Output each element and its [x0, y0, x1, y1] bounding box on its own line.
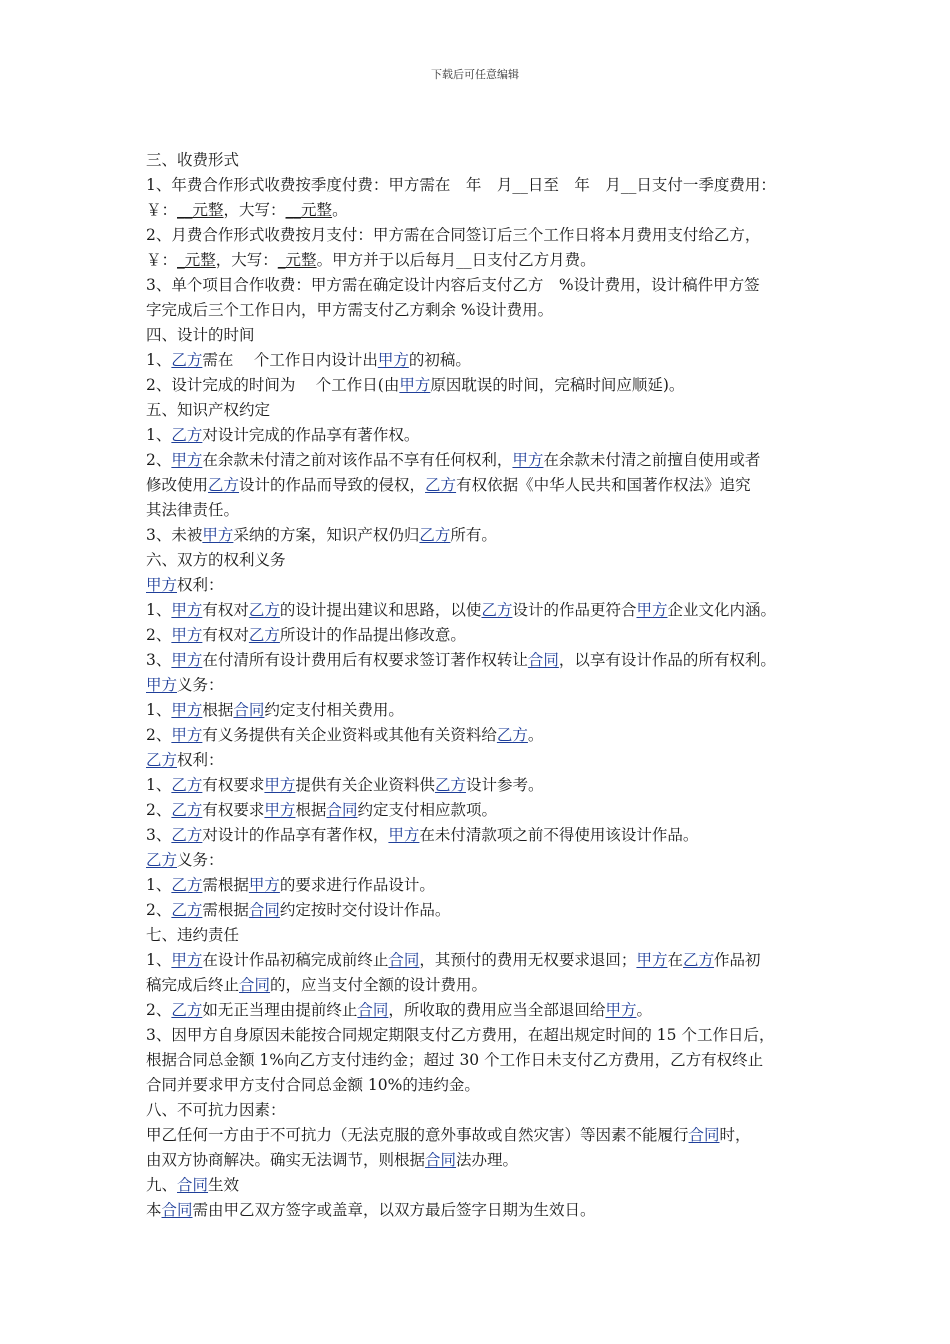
- clause-line: 稿完成后终止合同的，应当支付全额的设计费用。: [146, 976, 488, 994]
- clause-line: ￥：_元整，大写：_元整。甲方并于以后每月__日支付乙方月费。: [146, 251, 596, 269]
- term-link[interactable]: 乙方: [171, 876, 203, 894]
- clause-line: 2、设计完成的时间为 个工作日(由甲方原因耽误的时间，完稿时间应顺延)。: [146, 376, 685, 394]
- section-title: 八、不可抗力因素：: [146, 1101, 286, 1119]
- term-link[interactable]: 甲方: [171, 726, 203, 744]
- clause-line: 2、甲方在余款未付清之前对该作品不享有任何权利，甲方在余款未付清之前擅自使用或者: [146, 451, 761, 469]
- term-link[interactable]: 甲方: [248, 876, 280, 894]
- term-link[interactable]: 甲方: [377, 351, 409, 369]
- clause-line: 合同并要求甲方支付合同总金额 10%的违约金。: [146, 1076, 480, 1094]
- term-link[interactable]: 甲方: [399, 376, 431, 394]
- clause-line: 字完成后三个工作日内，甲方需支付乙方剩余 %设计费用。: [146, 301, 554, 319]
- term-link[interactable]: 乙方: [425, 476, 457, 494]
- clause-line: 甲方义务：: [146, 676, 224, 694]
- clause-line: 本合同需由甲乙双方签字或盖章，以双方最后签字日期为生效日。: [146, 1201, 596, 1219]
- fill-blank: __元整: [177, 201, 224, 219]
- term-link[interactable]: 合同: [248, 901, 280, 919]
- clause-line: 甲方权利：: [146, 576, 224, 594]
- term-link[interactable]: 甲方: [146, 676, 178, 694]
- term-link[interactable]: 甲方: [636, 601, 668, 619]
- clause-line: 1、年费合作形式收费按季度付费：甲方需在 年 月__日至 年 月__日支付一季度费用：: [146, 176, 776, 194]
- term-link[interactable]: 乙方: [434, 776, 466, 794]
- term-link[interactable]: 甲方: [171, 601, 203, 619]
- clause-line: 3、因甲方自身原因未能按合同规定期限支付乙方费用，在超出规定时间的 15 个工作日后，: [146, 1026, 775, 1044]
- term-link[interactable]: 甲方: [264, 801, 296, 819]
- clause-line: 2、乙方有权要求甲方根据合同约定支付相应款项。: [146, 801, 497, 819]
- clause-line: 2、甲方有义务提供有关企业资料或其他有关资料给乙方。: [146, 726, 544, 744]
- term-link[interactable]: 乙方: [419, 526, 451, 544]
- section-title: 七、违约责任: [146, 926, 240, 944]
- term-link[interactable]: 乙方: [171, 351, 203, 369]
- term-link[interactable]: 乙方: [496, 726, 528, 744]
- term-link[interactable]: 甲方: [636, 951, 668, 969]
- term-link[interactable]: 合同: [425, 1151, 457, 1169]
- term-link[interactable]: 甲方: [605, 1001, 637, 1019]
- clause-line: 修改使用乙方设计的作品而导致的侵权，乙方有权依据《中华人民共和国著作权法》追究: [146, 476, 751, 494]
- clause-line: 3、甲方在付清所有设计费用后有权要求签订著作权转让合同，以享有设计作品的所有权利。: [146, 651, 776, 669]
- clause-line: 1、甲方根据合同约定支付相关费用。: [146, 701, 404, 719]
- term-link[interactable]: 乙方: [682, 951, 714, 969]
- term-link[interactable]: 乙方: [171, 901, 203, 919]
- term-link[interactable]: 乙方: [171, 826, 203, 844]
- clause-line: 其法律责任。: [146, 501, 240, 519]
- clause-line: 1、甲方有权对乙方的设计提出建议和思路，以使乙方设计的作品更符合甲方企业文化内涵。: [146, 601, 776, 619]
- contract-body: [146, 148, 826, 1223]
- section-title: 四、设计的时间: [146, 326, 255, 344]
- term-link[interactable]: 合同: [326, 801, 358, 819]
- term-link[interactable]: 合同: [527, 651, 559, 669]
- term-link[interactable]: 合同: [239, 976, 271, 994]
- clause-line: 2、月费合作形式收费按月支付：甲方需在合同签订后三个工作日将本月费用支付给乙方，: [146, 226, 761, 244]
- section-title: 三、收费形式: [146, 151, 240, 169]
- term-link[interactable]: 合同: [357, 1001, 389, 1019]
- fill-blank: _元整: [277, 251, 317, 269]
- term-link[interactable]: 甲方: [171, 951, 203, 969]
- clause-line: 3、乙方对设计的作品享有著作权，甲方在未付清款项之前不得使用该设计作品。: [146, 826, 699, 844]
- clause-line: 1、乙方需在 个工作日内设计出甲方的初稿。: [146, 351, 471, 369]
- clause-line: 1、甲方在设计作品初稿完成前终止合同，其预付的费用无权要求退回；甲方在乙方作品初: [146, 951, 761, 969]
- clause-line: 甲乙任何一方由于不可抗力（无法克服的意外事故或自然灾害）等因素不能履行合同时，: [146, 1126, 751, 1144]
- section-title: 六、双方的权利义务: [146, 551, 286, 569]
- term-link[interactable]: 甲方: [388, 826, 420, 844]
- fill-blank: __元整: [285, 201, 333, 219]
- term-link[interactable]: 合同: [233, 701, 265, 719]
- term-link[interactable]: 甲方: [171, 651, 203, 669]
- term-link[interactable]: 乙方: [248, 601, 280, 619]
- term-link[interactable]: 乙方: [171, 801, 203, 819]
- section-title: 五、知识产权约定: [146, 401, 271, 419]
- term-link[interactable]: 乙方: [171, 1001, 203, 1019]
- term-link[interactable]: 甲方: [171, 451, 203, 469]
- clause-line: 3、单个项目合作收费：甲方需在确定设计内容后支付乙方 %设计费用，设计稿件甲方签: [146, 276, 760, 294]
- clause-line: 1、乙方对设计完成的作品享有著作权。: [146, 426, 420, 444]
- term-link[interactable]: 乙方: [481, 601, 513, 619]
- term-link[interactable]: 甲方: [171, 626, 203, 644]
- clause-line: 由双方协商解决。确实无法调节，则根据合同法办理。: [146, 1151, 519, 1169]
- clause-line: 3、未被甲方采纳的方案，知识产权仍归乙方所有。: [146, 526, 497, 544]
- section-title: 九、合同生效: [146, 1176, 240, 1194]
- term-link[interactable]: 乙方: [208, 476, 240, 494]
- term-link[interactable]: 甲方: [202, 526, 234, 544]
- term-link[interactable]: 甲方: [171, 701, 203, 719]
- term-link[interactable]: 乙方: [171, 776, 203, 794]
- clause-line: 2、甲方有权对乙方所设计的作品提出修改意。: [146, 626, 466, 644]
- term-link[interactable]: 乙方: [146, 751, 178, 769]
- fill-blank: _元整: [177, 251, 216, 269]
- clause-line: 2、乙方如无正当理由提前终止合同，所收取的费用应当全部退回给甲方。: [146, 1001, 652, 1019]
- term-link[interactable]: 合同: [688, 1126, 720, 1144]
- term-link[interactable]: 乙方: [171, 426, 203, 444]
- term-link[interactable]: 合同: [388, 951, 420, 969]
- clause-line: 乙方义务：: [146, 851, 224, 869]
- page-header: 下载后可任意编辑: [431, 68, 519, 81]
- term-link[interactable]: 乙方: [248, 626, 280, 644]
- term-link[interactable]: 甲方: [512, 451, 544, 469]
- term-link[interactable]: 合同: [177, 1176, 209, 1194]
- clause-line: 2、乙方需根据合同约定按时交付设计作品。: [146, 901, 451, 919]
- clause-line: 1、乙方有权要求甲方提供有关企业资料供乙方设计参考。: [146, 776, 544, 794]
- clause-line: 根据合同总金额 1%向乙方支付违约金；超过 30 个工作日未支付乙方费用，乙方有权终止: [146, 1051, 764, 1069]
- clause-line: 1、乙方需根据甲方的要求进行作品设计。: [146, 876, 435, 894]
- term-link[interactable]: 乙方: [146, 851, 178, 869]
- term-link[interactable]: 甲方: [146, 576, 178, 594]
- term-link[interactable]: 合同: [161, 1201, 193, 1219]
- term-link[interactable]: 甲方: [264, 776, 296, 794]
- clause-line: 乙方权利：: [146, 751, 224, 769]
- clause-line: ￥：__元整，大写：__元整。: [146, 201, 348, 219]
